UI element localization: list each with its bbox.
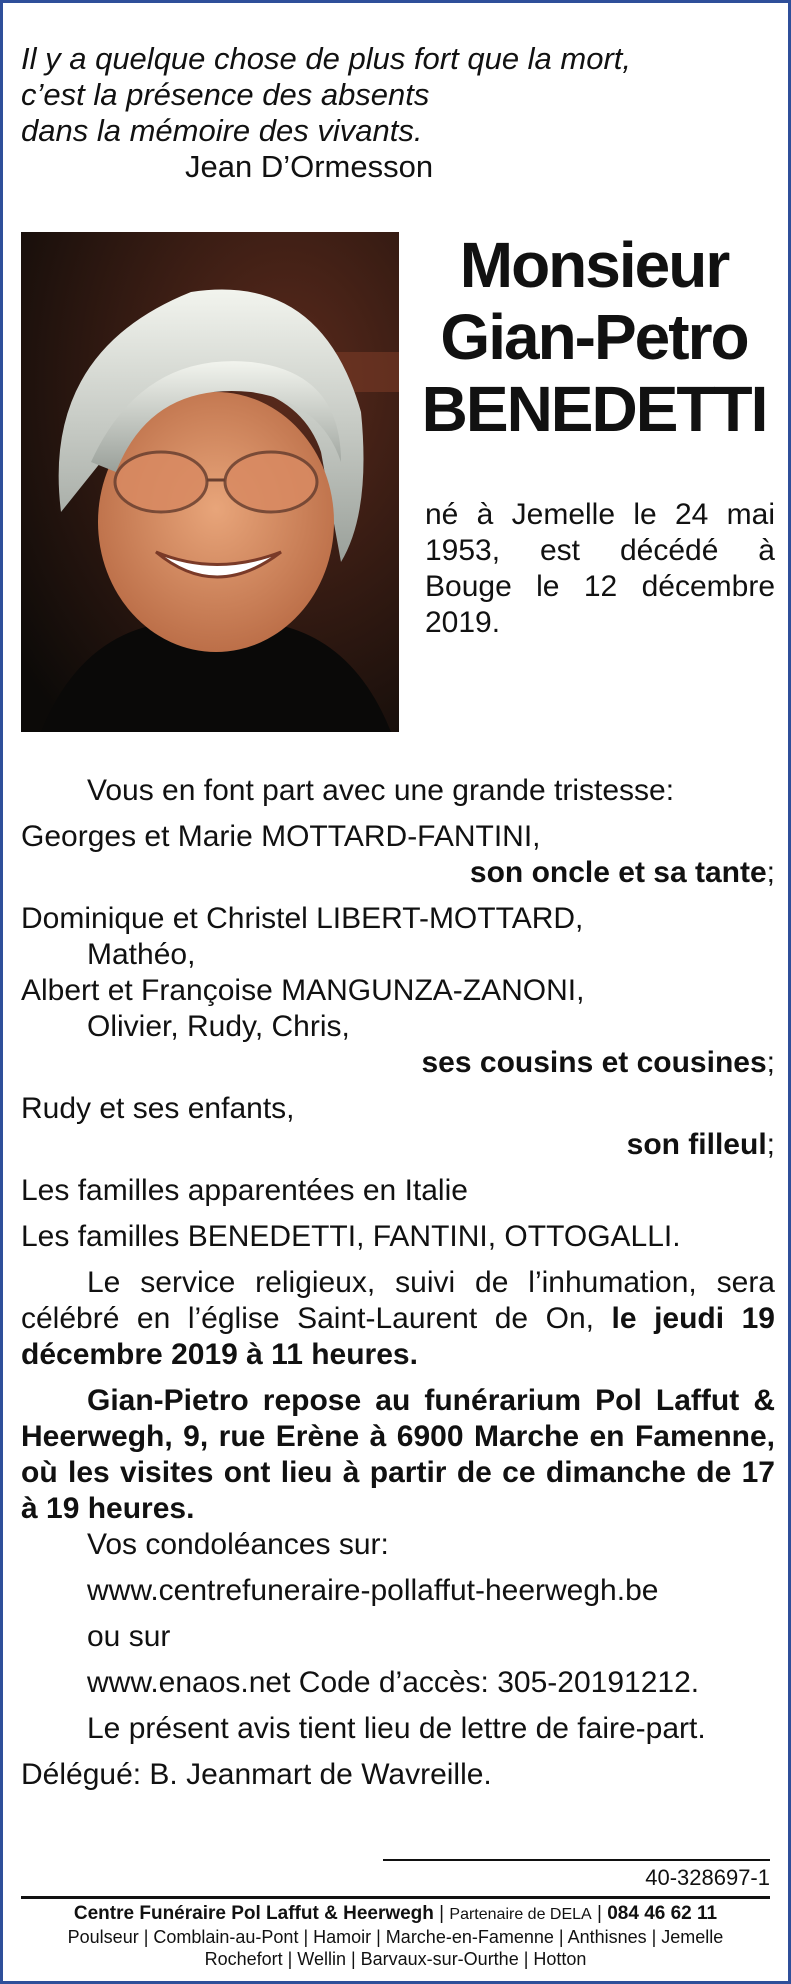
relation-text: ses cousins et cousines [421, 1046, 767, 1079]
portrait-photo [21, 232, 399, 732]
footer-company-line: Centre Funéraire Pol Laffut & Heerwegh | Partenaire de DELA | 084 46 62 11 [73, 1903, 718, 1924]
deceased-first-name: Gian-Petro [440, 301, 748, 373]
portrait-image [21, 232, 399, 732]
delegate-line: Délégué: B. Jeanmart de Wavreille. [21, 1758, 492, 1791]
deceased-name [413, 229, 775, 445]
quote-author: Jean D’Ormesson [185, 149, 434, 184]
relation-line: son oncle et sa tante; [469, 856, 775, 889]
relation-text: son oncle et sa tante [469, 856, 767, 889]
reference-number: 40-328697-1 [645, 1865, 770, 1890]
condolences-link[interactable]: www.centrefuneraire-pollaffut-heerwegh.be [87, 1574, 659, 1607]
family-line: Albert et Françoise MANGUNZA-ZANONI, [21, 974, 585, 1007]
quote-line: Il y a quelque chose de plus fort que la mort, [21, 41, 632, 76]
relation-line: son filleul; [626, 1128, 775, 1161]
intro-line: Vous en font part avec une grande tristesse: [87, 774, 675, 807]
relation-line: ses cousins et cousines; [421, 1046, 775, 1079]
relation-text: son filleul [626, 1128, 767, 1161]
quote-line: dans la mémoire des vivants. [21, 113, 423, 148]
funeral-home-footer [21, 1896, 770, 1970]
announcement-body [21, 773, 775, 1793]
notice-line: Le présent avis tient lieu de lettre de faire-part. [87, 1712, 706, 1745]
service-date: le jeudi 19 décembre 2019 à 11 heures. [21, 1302, 775, 1371]
condolences-or: ou sur [87, 1620, 171, 1653]
birth-death-text: né à Jemelle le 24 mai 1953, est décédé à Bouge le 12 décembre 2019. [425, 498, 775, 639]
company-phone: 084 46 62 11 [607, 1903, 718, 1924]
family-line: Les familles BENEDETTI, FANTINI, OTTOGALLI. [21, 1220, 681, 1253]
quote-line: c’est la présence des absents [21, 77, 430, 112]
family-line: Les familles apparentées en Italie [21, 1174, 468, 1207]
footer-locations: Rochefort | Wellin | Barvaux-sur-Ourthe | Hotton [204, 1949, 587, 1969]
family-line: Olivier, Rudy, Chris, [87, 1010, 350, 1043]
family-line: Dominique et Christel LIBERT-MOTTARD, [21, 902, 584, 935]
divider [383, 1859, 770, 1861]
family-line: Rudy et ses enfants, [21, 1092, 295, 1125]
deceased-title: Monsieur [459, 229, 729, 301]
visitation-paragraph: Gian-Pietro repose au funérarium Pol Laffut & Heerwegh, 9, rue Erène à 6900 Marche en Famenne, où les visites ont lieu à partir de ce dimanche de 17 à 19 heures. [21, 1384, 775, 1525]
partner-text: Partenaire de DELA [449, 1906, 592, 1923]
quote-block [21, 41, 631, 185]
company-name: Centre Funéraire Pol Laffut & Heerwegh [73, 1903, 434, 1924]
deceased-last-name: BENEDETTI [421, 373, 767, 445]
condolences-intro: Vos condoléances sur: [87, 1528, 389, 1561]
family-line: Mathéo, [87, 938, 196, 971]
footer-locations: Poulseur | Comblain-au-Pont | Hamoir | Marche-en-Famenne | Anthisnes | Jemelle [67, 1927, 724, 1947]
service-paragraph [21, 1265, 775, 1373]
family-line: Georges et Marie MOTTARD-FANTINI, [21, 820, 541, 853]
service-text: Le service religieux, suivi de l’inhumation, sera célébré en l’église Saint-Laurent de On, [21, 1266, 775, 1335]
condolences-link[interactable]: www.enaos.net Code d’accès: 305-20191212. [87, 1666, 700, 1699]
